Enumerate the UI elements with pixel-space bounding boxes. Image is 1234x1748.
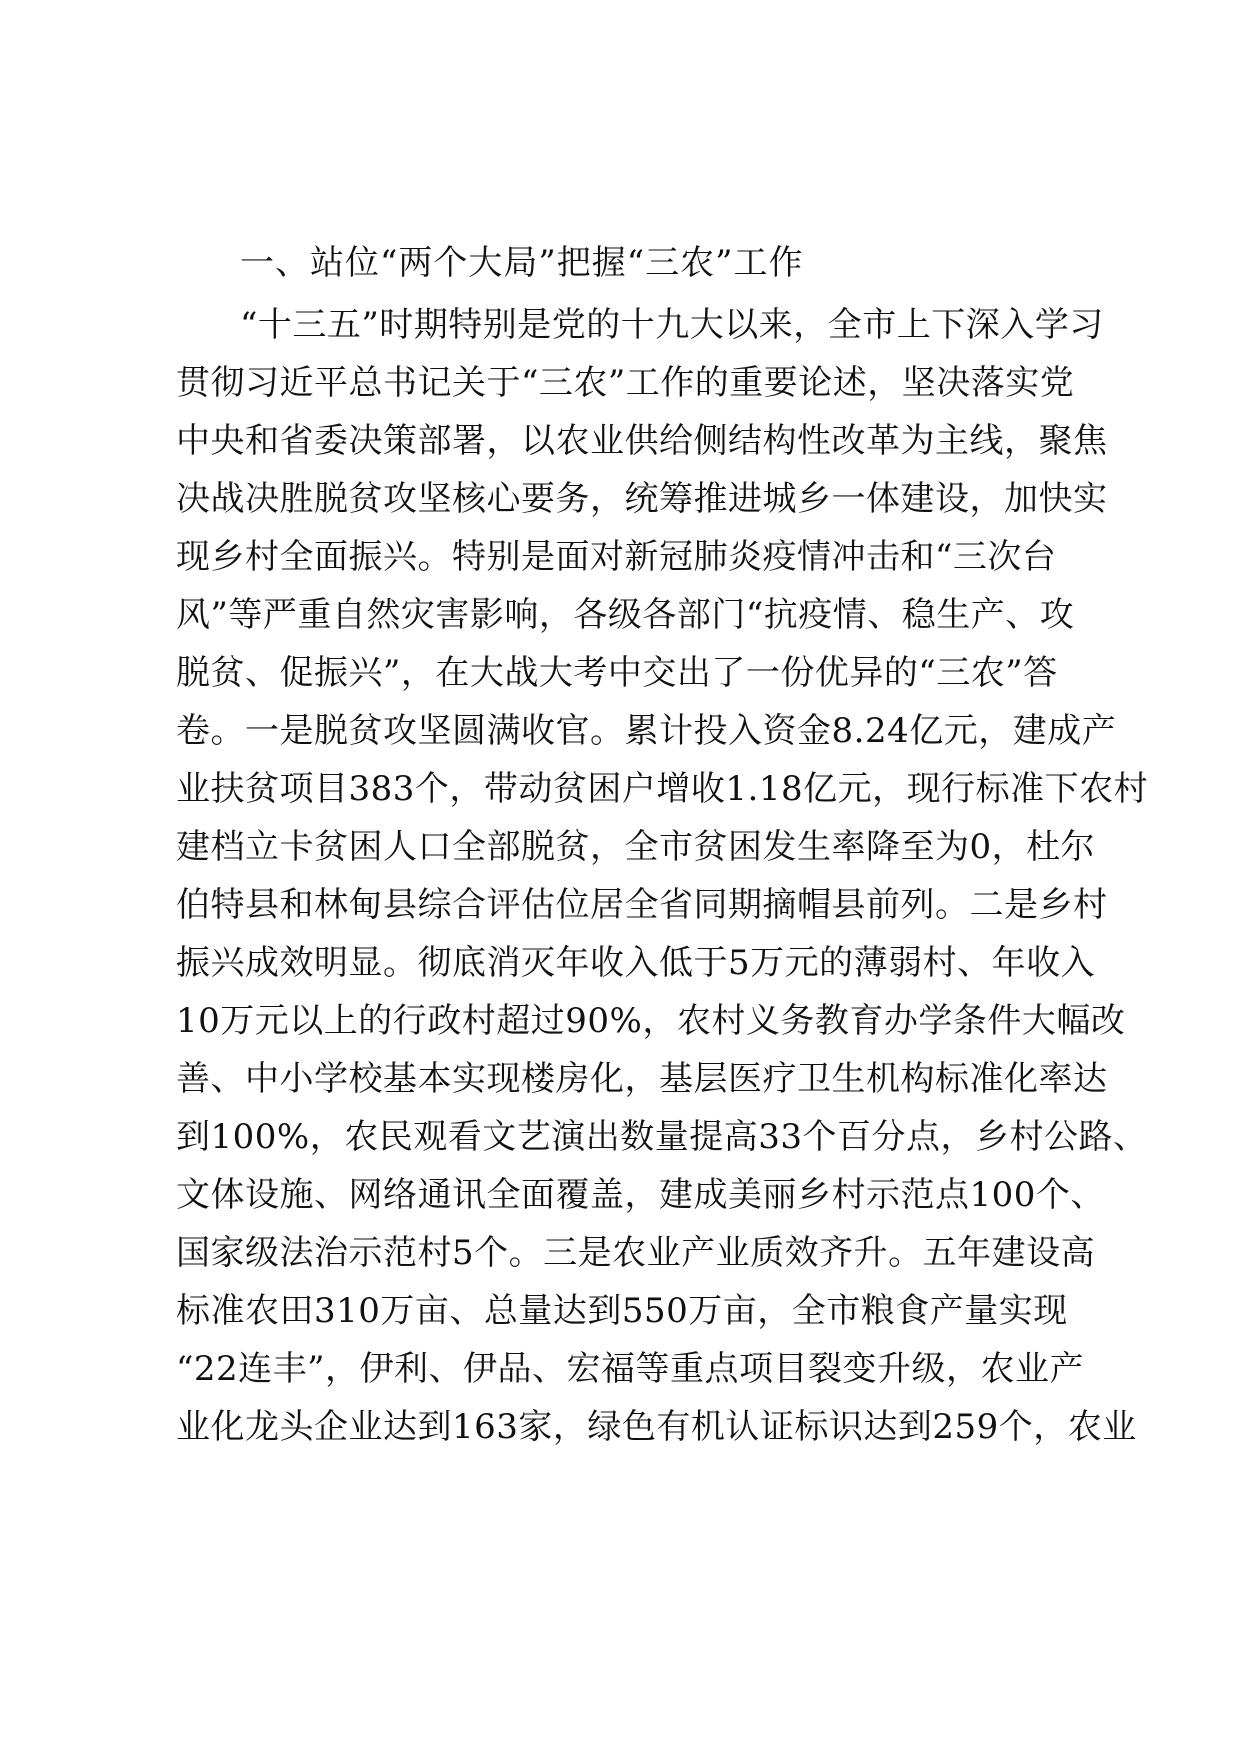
text-line: “22连丰”，伊利、伊品、宏福等重点项目裂变升级，农业产 [176, 1349, 1085, 1389]
text-line: 中央和省委决策部署，以农业供给侧结构性改革为主线，聚焦 [176, 421, 1108, 461]
text-line: 现乡村全面振兴。特别是面对新冠肺炎疫情冲击和“三次台 [176, 537, 1057, 577]
body-text [176, 296, 1149, 1456]
text-line: 业扶贫项目383个，带动贫困户增收1.18亿元，现行标准下农村 [176, 769, 1149, 809]
text-line: 文体设施、网络通讯全面覆盖，建成美丽乡村示范点100个、 [176, 1175, 1105, 1215]
text-line: 善、中小学校基本实现楼房化，基层医疗卫生机构标准化率达 [176, 1059, 1108, 1099]
text-line: 贯彻习近平总书记关于“三农”工作的重要论述，坚决落实党 [176, 363, 1075, 403]
text-line: 卷。一是脱贫攻坚圆满收官。累计投入资金8.24亿元，建成产 [176, 711, 1117, 751]
text-line: 建档立卡贫困人口全部脱贫，全市贫困发生率降至为0，杜尔 [176, 827, 1096, 867]
text-line: 振兴成效明显。彻底消灭年收入低于5万元的薄弱村、年收入 [176, 943, 1096, 983]
section-heading: 一、站位“两个大局”把握“三农”工作 [240, 243, 804, 283]
text-line: 国家级法治示范村5个。三是农业产业质效齐升。五年建设高 [176, 1233, 1096, 1273]
text-line: 脱贫、促振兴”，在大战大考中交出了一份优异的“三农”答 [176, 653, 1058, 693]
text-line: 到100%，农民观看文艺演出数量提高33个百分点，乡村公路、 [176, 1117, 1148, 1157]
text-line: 标准农田310万亩、总量达到550万亩，全市粮食产量实现 [176, 1291, 1068, 1331]
text-line: 业化龙头企业达到163家，绿色有机认证标识达到259个，农业 [176, 1407, 1137, 1447]
text-line: 风”等严重自然灾害影响，各级各部门“抗疫情、稳生产、攻 [176, 595, 1075, 635]
text-line: 10万元以上的行政村超过90%，农村义务教育办学条件大幅改 [176, 1001, 1126, 1041]
text-line: 伯特县和林甸县综合评估位居全省同期摘帽县前列。二是乡村 [176, 885, 1108, 925]
text-line: “十三五”时期特别是党的十九大以来，全市上下深入学习 [240, 305, 1104, 345]
text-line: 决战决胜脱贫攻坚核心要务，统筹推进城乡一体建设，加快实 [176, 479, 1108, 519]
